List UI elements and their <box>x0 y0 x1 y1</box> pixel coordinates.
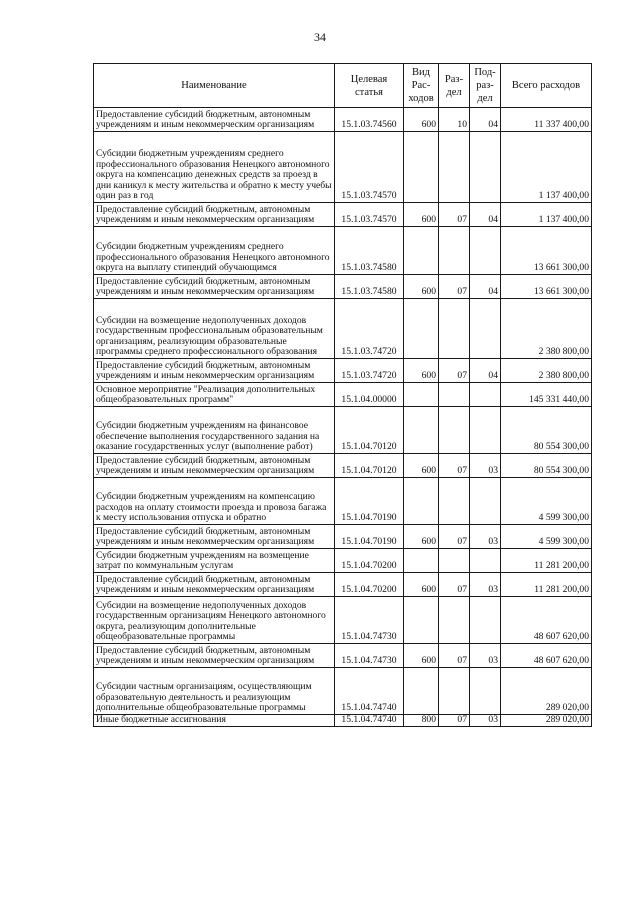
row-code: 15.1.03.74570 <box>335 203 404 227</box>
row-vid <box>404 299 439 359</box>
row-vid: 600 <box>404 359 439 383</box>
row-podrazdel: 03 <box>470 454 501 478</box>
row-total: 80 554 300,00 <box>501 454 592 478</box>
row-code: 15.1.04.74740 <box>335 668 404 715</box>
row-razdel: 07 <box>439 525 470 549</box>
row-total: 2 380 800,00 <box>501 299 592 359</box>
row-podrazdel <box>470 597 501 644</box>
page-number: 34 <box>314 30 326 44</box>
row-name: Иные бюджетные ассигнования <box>94 715 335 727</box>
row-podrazdel <box>470 668 501 715</box>
row-razdel: 07 <box>439 454 470 478</box>
row-code: 15.1.04.70120 <box>335 454 404 478</box>
row-vid: 600 <box>404 644 439 668</box>
row-podrazdel: 03 <box>470 715 501 727</box>
row-podrazdel: 03 <box>470 573 501 597</box>
row-code: 15.1.03.74720 <box>335 299 404 359</box>
header-name: Наименование <box>94 64 335 108</box>
row-name: Субсидии бюджетным учреждениям среднего профессионального образования Ненецкого автономного округа на выплату стипендий обучающимся <box>94 227 335 275</box>
row-name: Предоставление субсидий бюджетным, автономным учреждениям и иным некоммерческим организациям <box>94 359 335 383</box>
row-vid <box>404 597 439 644</box>
table-row <box>94 108 592 132</box>
row-vid: 600 <box>404 108 439 132</box>
row-name: Предоставление субсидий бюджетным, автономным учреждениям и иным некоммерческим организациям <box>94 203 335 227</box>
row-razdel <box>439 549 470 573</box>
row-podrazdel <box>470 549 501 573</box>
table-row <box>94 715 592 727</box>
row-vid: 600 <box>404 573 439 597</box>
row-name: Субсидии на возмещение недополученных доходов государственным профессиональным образовательным организациям, реализующим образовательные программы среднего профессионального образования <box>94 299 335 359</box>
table-row <box>94 275 592 299</box>
table-row <box>94 359 592 383</box>
row-name: Предоставление субсидий бюджетным, автономным учреждениям и иным некоммерческим организациям <box>94 573 335 597</box>
table-row <box>94 644 592 668</box>
row-razdel: 07 <box>439 203 470 227</box>
row-code: 15.1.04.70190 <box>335 478 404 525</box>
row-name: Предоставление субсидий бюджетным, автономным учреждениям и иным некоммерческим организациям <box>94 525 335 549</box>
row-name: Субсидии бюджетным учреждениям среднего профессионального образования Ненецкого автономного округа на компенсацию денежных средств за проезд в дни каникул к месту жительства и обратно к месту учебы один раз в год <box>94 132 335 203</box>
budget-table <box>93 63 592 727</box>
row-vid <box>404 549 439 573</box>
table-row <box>94 383 592 407</box>
header-total: Всего расходов <box>501 64 592 108</box>
row-name: Субсидии бюджетным учреждениям на возмещение затрат по коммунальным услугам <box>94 549 335 573</box>
row-razdel <box>439 299 470 359</box>
row-vid: 600 <box>404 203 439 227</box>
row-razdel: 07 <box>439 275 470 299</box>
row-podrazdel: 04 <box>470 203 501 227</box>
row-podrazdel: 03 <box>470 525 501 549</box>
row-razdel: 07 <box>439 644 470 668</box>
table-row <box>94 407 592 454</box>
row-total: 289 020,00 <box>501 668 592 715</box>
row-total: 13 661 300,00 <box>501 275 592 299</box>
row-total: 48 607 620,00 <box>501 644 592 668</box>
table-row <box>94 454 592 478</box>
row-code: 15.1.03.74570 <box>335 132 404 203</box>
table-row <box>94 227 592 275</box>
row-vid: 600 <box>404 454 439 478</box>
row-code: 15.1.04.74740 <box>335 715 404 727</box>
row-podrazdel <box>470 383 501 407</box>
row-name: Предоставление субсидий бюджетным, автономным учреждениям и иным некоммерческим организациям <box>94 108 335 132</box>
header-code: Целевая статья <box>335 64 404 108</box>
row-razdel: 10 <box>439 108 470 132</box>
row-razdel <box>439 132 470 203</box>
row-total: 11 281 200,00 <box>501 573 592 597</box>
row-razdel: 07 <box>439 359 470 383</box>
header-vid: Вид Рас-ходов <box>404 64 439 108</box>
table-row <box>94 203 592 227</box>
row-razdel <box>439 668 470 715</box>
row-total: 1 137 400,00 <box>501 132 592 203</box>
row-razdel: 07 <box>439 573 470 597</box>
row-total: 11 281 200,00 <box>501 549 592 573</box>
row-razdel <box>439 597 470 644</box>
row-code: 15.1.04.70120 <box>335 407 404 454</box>
row-total: 4 599 300,00 <box>501 525 592 549</box>
row-podrazdel <box>470 407 501 454</box>
row-name: Предоставление субсидий бюджетным, автономным учреждениям и иным некоммерческим организациям <box>94 454 335 478</box>
row-code: 15.1.03.74560 <box>335 108 404 132</box>
row-podrazdel: 04 <box>470 359 501 383</box>
row-code: 15.1.04.00000 <box>335 383 404 407</box>
row-vid: 600 <box>404 525 439 549</box>
table-body <box>94 108 592 727</box>
row-name: Субсидии бюджетным учреждениям на компенсацию расходов на оплату стоимости проезда и провоза багажа к месту использования отпуска и обратно <box>94 478 335 525</box>
row-podrazdel: 04 <box>470 275 501 299</box>
row-vid: 600 <box>404 275 439 299</box>
row-code: 15.1.04.74730 <box>335 597 404 644</box>
table-header-row <box>94 64 592 108</box>
row-code: 15.1.03.74580 <box>335 275 404 299</box>
row-total: 11 337 400,00 <box>501 108 592 132</box>
row-vid <box>404 668 439 715</box>
row-razdel <box>439 407 470 454</box>
row-podrazdel <box>470 478 501 525</box>
row-podrazdel <box>470 227 501 275</box>
row-podrazdel <box>470 132 501 203</box>
row-razdel <box>439 383 470 407</box>
row-vid <box>404 132 439 203</box>
row-total: 80 554 300,00 <box>501 407 592 454</box>
row-vid <box>404 478 439 525</box>
row-razdel <box>439 227 470 275</box>
row-razdel: 07 <box>439 715 470 727</box>
row-name: Предоставление субсидий бюджетным, автономным учреждениям и иным некоммерческим организациям <box>94 644 335 668</box>
row-vid <box>404 383 439 407</box>
table-row <box>94 668 592 715</box>
row-podrazdel: 04 <box>470 108 501 132</box>
table-row <box>94 597 592 644</box>
row-vid <box>404 407 439 454</box>
row-name: Основное мероприятие "Реализация дополнительных общеобразовательных программ" <box>94 383 335 407</box>
row-total: 145 331 440,00 <box>501 383 592 407</box>
row-code: 15.1.04.74730 <box>335 644 404 668</box>
row-total: 4 599 300,00 <box>501 478 592 525</box>
row-razdel <box>439 478 470 525</box>
row-total: 13 661 300,00 <box>501 227 592 275</box>
table-row <box>94 525 592 549</box>
row-total: 289 020,00 <box>501 715 592 727</box>
row-podrazdel <box>470 299 501 359</box>
row-vid: 800 <box>404 715 439 727</box>
table-row <box>94 573 592 597</box>
row-total: 1 137 400,00 <box>501 203 592 227</box>
row-name: Субсидии бюджетным учреждениям на финансовое обеспечение выполнения государственного задания на оказание государственных услуг (выполнение работ) <box>94 407 335 454</box>
row-vid <box>404 227 439 275</box>
row-podrazdel: 03 <box>470 644 501 668</box>
row-name: Предоставление субсидий бюджетным, автономным учреждениям и иным некоммерческим организациям <box>94 275 335 299</box>
row-code: 15.1.04.70190 <box>335 525 404 549</box>
row-code: 15.1.04.70200 <box>335 573 404 597</box>
row-total: 48 607 620,00 <box>501 597 592 644</box>
table-row <box>94 299 592 359</box>
row-code: 15.1.03.74580 <box>335 227 404 275</box>
row-code: 15.1.04.70200 <box>335 549 404 573</box>
row-name: Субсидии частным организациям, осуществляющим образовательную деятельность и реализующим дополнительные общеобразовательные программы <box>94 668 335 715</box>
header-podrazdel: Под-раз-дел <box>470 64 501 108</box>
table-row <box>94 549 592 573</box>
table-row <box>94 478 592 525</box>
row-code: 15.1.03.74720 <box>335 359 404 383</box>
row-name: Субсидии на возмещение недополученных доходов государственным организациям Ненецкого автономного округа, реализующим дополнительные общеобразовательные программы <box>94 597 335 644</box>
row-total: 2 380 800,00 <box>501 359 592 383</box>
table-row <box>94 132 592 203</box>
header-razdel: Раз-дел <box>439 64 470 108</box>
